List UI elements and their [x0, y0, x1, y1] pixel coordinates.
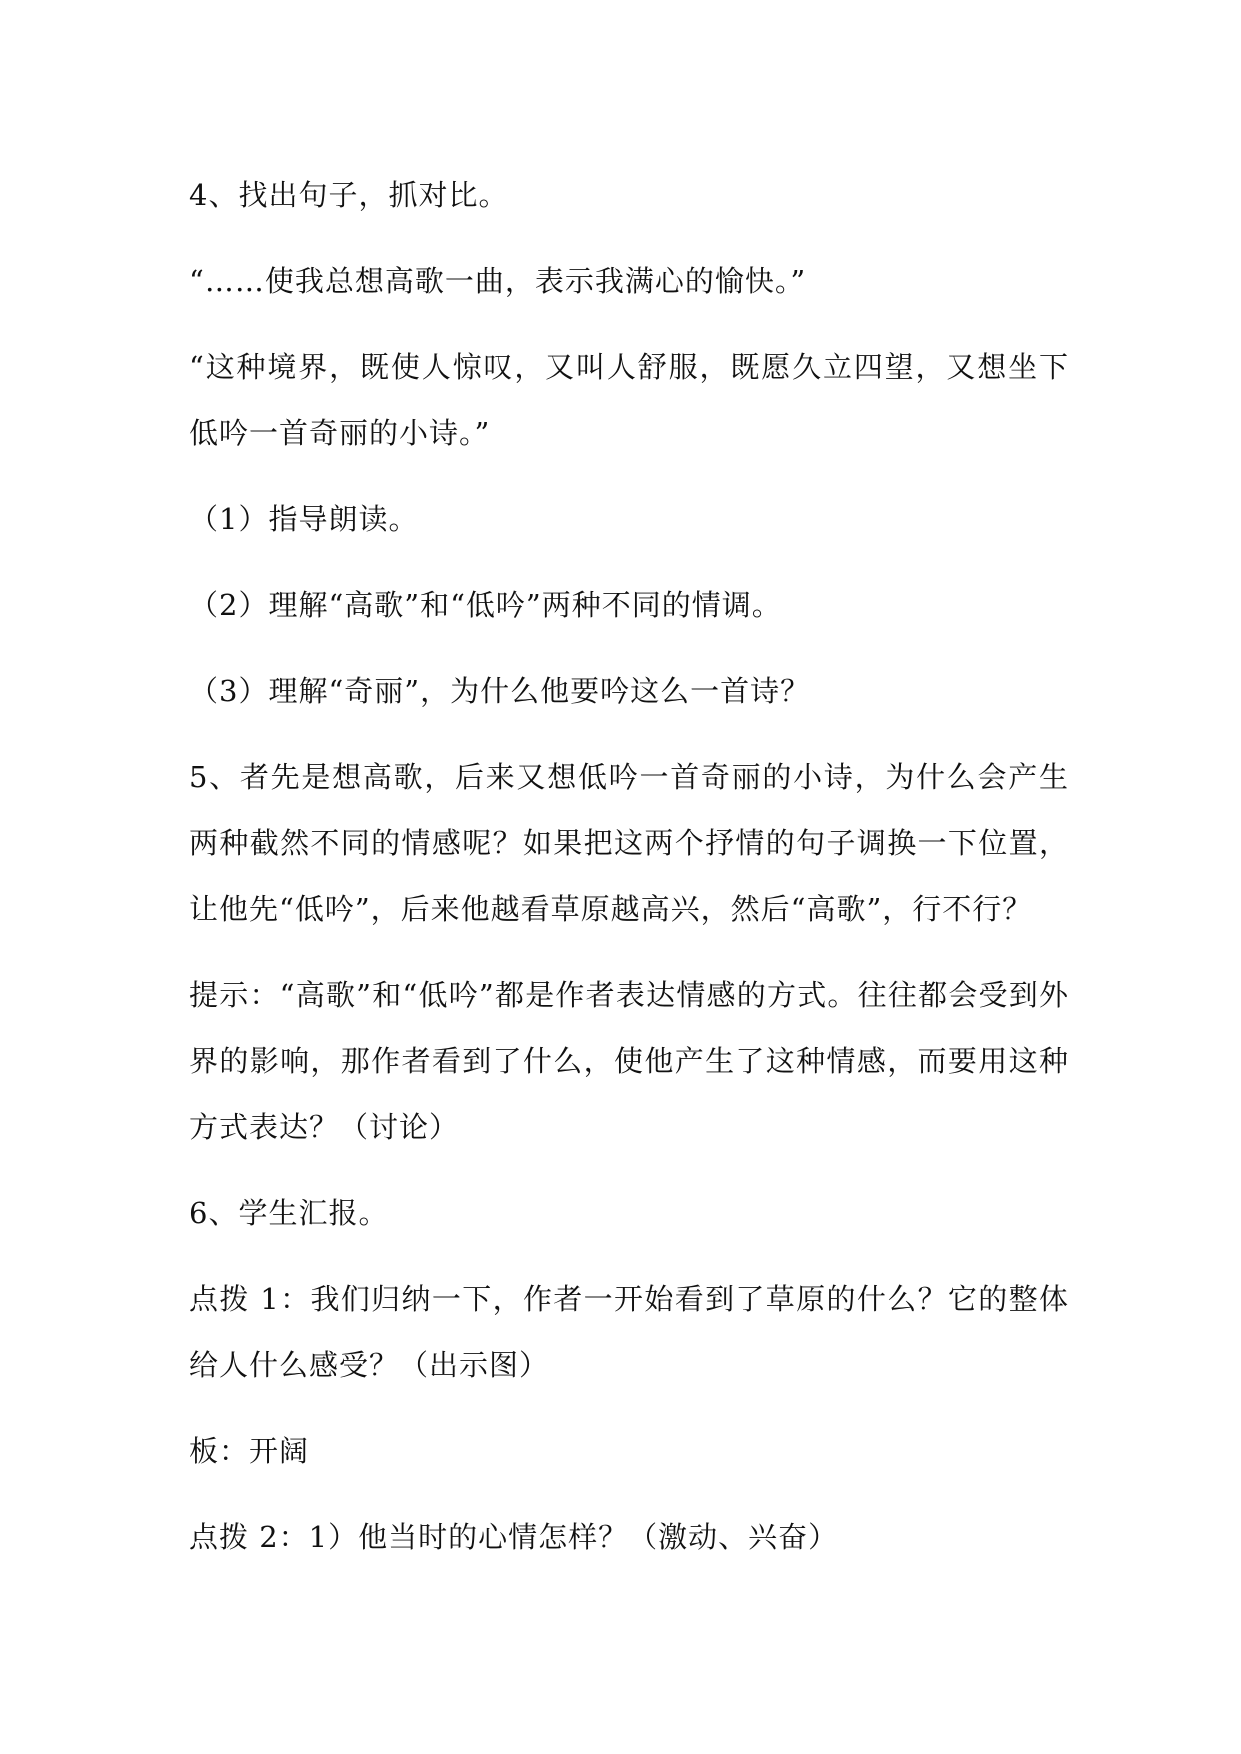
hint-paragraph: 提示：“高歌”和“低吟”都是作者表达情感的方式。往往都会受到外界的影响，那作者看到了什么，使他产生了这种情感，而要用这种方式表达？（讨论） [189, 978, 1069, 1144]
guidance-2: 点拨 2：1）他当时的心情怎样？（激动、兴奋） [189, 1520, 839, 1554]
document-body [189, 162, 1069, 1590]
paragraph-4-find-sentences: 4、找出句子，抓对比。 [189, 178, 509, 212]
quote-sing-aloud: “……使我总想高歌一曲，表示我满心的愉快。” [189, 264, 807, 298]
step-3-understand-qili: （3）理解“奇丽”，为什么他要吟这么一首诗？ [189, 674, 811, 708]
step-2-understand-tones: （2）理解“高歌”和“低吟”两种不同的情调。 [189, 588, 782, 622]
paragraph-6-student-report: 6、学生汇报。 [189, 1196, 389, 1230]
quote-realm: “这种境界，既使人惊叹，又叫人舒服，既愿久立四望，又想坐下低吟一首奇丽的小诗。” [189, 350, 1069, 450]
board-note: 板：开阔 [189, 1434, 310, 1468]
guidance-1: 点拨 1：我们归纳一下，作者一开始看到了草原的什么？它的整体给人什么感受？（出示图） [189, 1282, 1069, 1382]
step-1-guided-reading: （1）指导朗读。 [189, 502, 419, 536]
paragraph-5-question: 5、者先是想高歌，后来又想低吟一首奇丽的小诗，为什么会产生两种截然不同的情感呢？如果把这两个抒情的句子调换一下位置，让他先“低吟”，后来他越看草原越高兴，然后“高歌”，行不行？ [189, 760, 1069, 926]
